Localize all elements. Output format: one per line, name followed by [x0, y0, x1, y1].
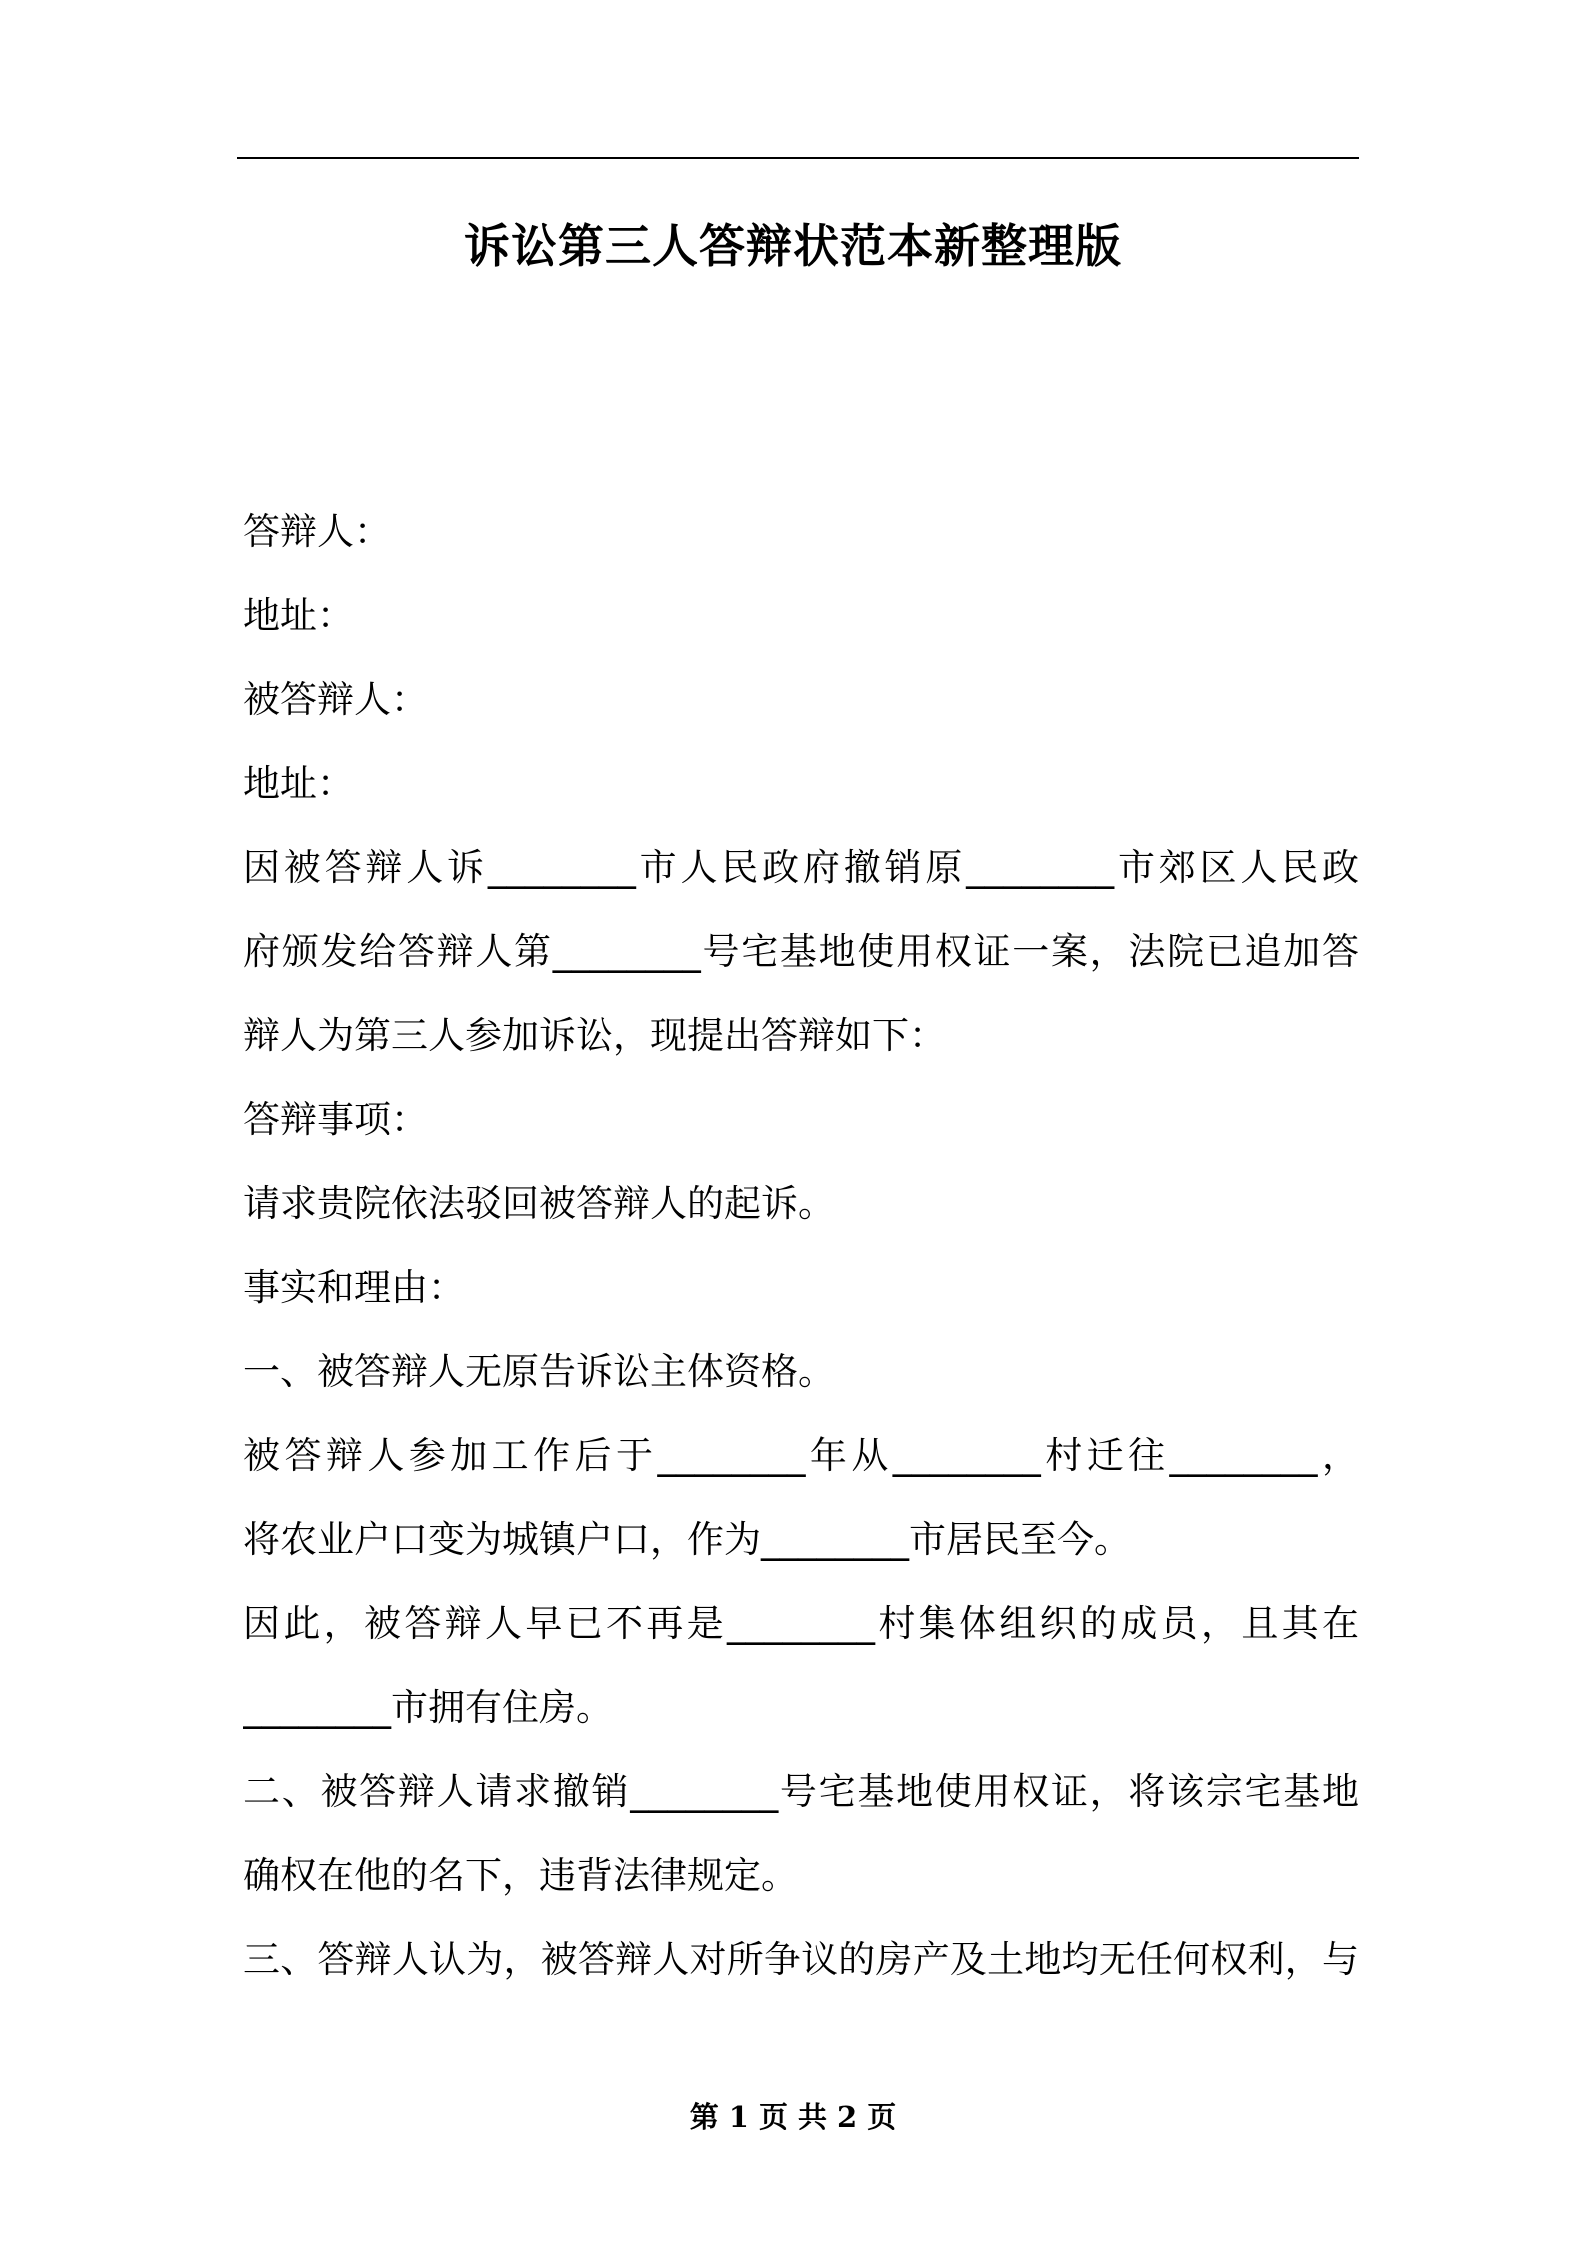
section-heading: 事实和理由：	[243, 1266, 465, 1309]
paragraph-line: 被答辩人参加工作后于________年从________村迁往________，	[243, 1434, 1359, 1477]
paragraph-line: ________市拥有住房。	[243, 1686, 613, 1729]
header-rule	[237, 157, 1359, 159]
total-pages-number: 2	[837, 2100, 858, 2134]
label-respondent: 答辩人：	[243, 510, 391, 553]
section-heading: 答辩事项：	[243, 1098, 428, 1141]
page-label-prefix: 第	[689, 2100, 719, 2134]
document-body	[243, 490, 1359, 2002]
page-label-suffix: 页	[867, 2100, 897, 2134]
paragraph-line: 一、被答辩人无原告诉讼主体资格。	[243, 1350, 835, 1393]
page-label-mid: 页 共	[758, 2100, 828, 2134]
paragraph-line: 将农业户口变为城镇户口，作为________市居民至今。	[243, 1518, 1131, 1561]
document-title: 诉讼第三人答辩状范本新整理版	[464, 219, 1122, 273]
paragraph-line: 府颁发给答辩人第________号宅基地使用权证一案，法院已追加答	[243, 930, 1359, 973]
paragraph-line: 因被答辩人诉________市人民政府撤销原________市郊区人民政	[243, 846, 1359, 889]
label-opposing-party-address: 地址：	[243, 762, 354, 805]
paragraph-line: 辩人为第三人参加诉讼，现提出答辩如下：	[243, 1014, 946, 1057]
current-page-number: 1	[728, 2100, 749, 2134]
paragraph-line: 确权在他的名下，违背法律规定。	[243, 1854, 798, 1897]
label-respondent-address: 地址：	[243, 594, 354, 637]
paragraph-line: 三、答辩人认为，被答辩人对所争议的房产及土地均无任何权利，与	[243, 1938, 1359, 1981]
paragraph-line: 二、被答辩人请求撤销________号宅基地使用权证，将该宗宅基地	[243, 1770, 1359, 1813]
paragraph-line: 因此，被答辩人早已不再是________村集体组织的成员，且其在	[243, 1602, 1359, 1645]
label-opposing-party: 被答辩人：	[243, 678, 428, 721]
page-number-footer	[0, 2095, 1586, 2136]
paragraph-line: 请求贵院依法驳回被答辩人的起诉。	[243, 1182, 835, 1225]
